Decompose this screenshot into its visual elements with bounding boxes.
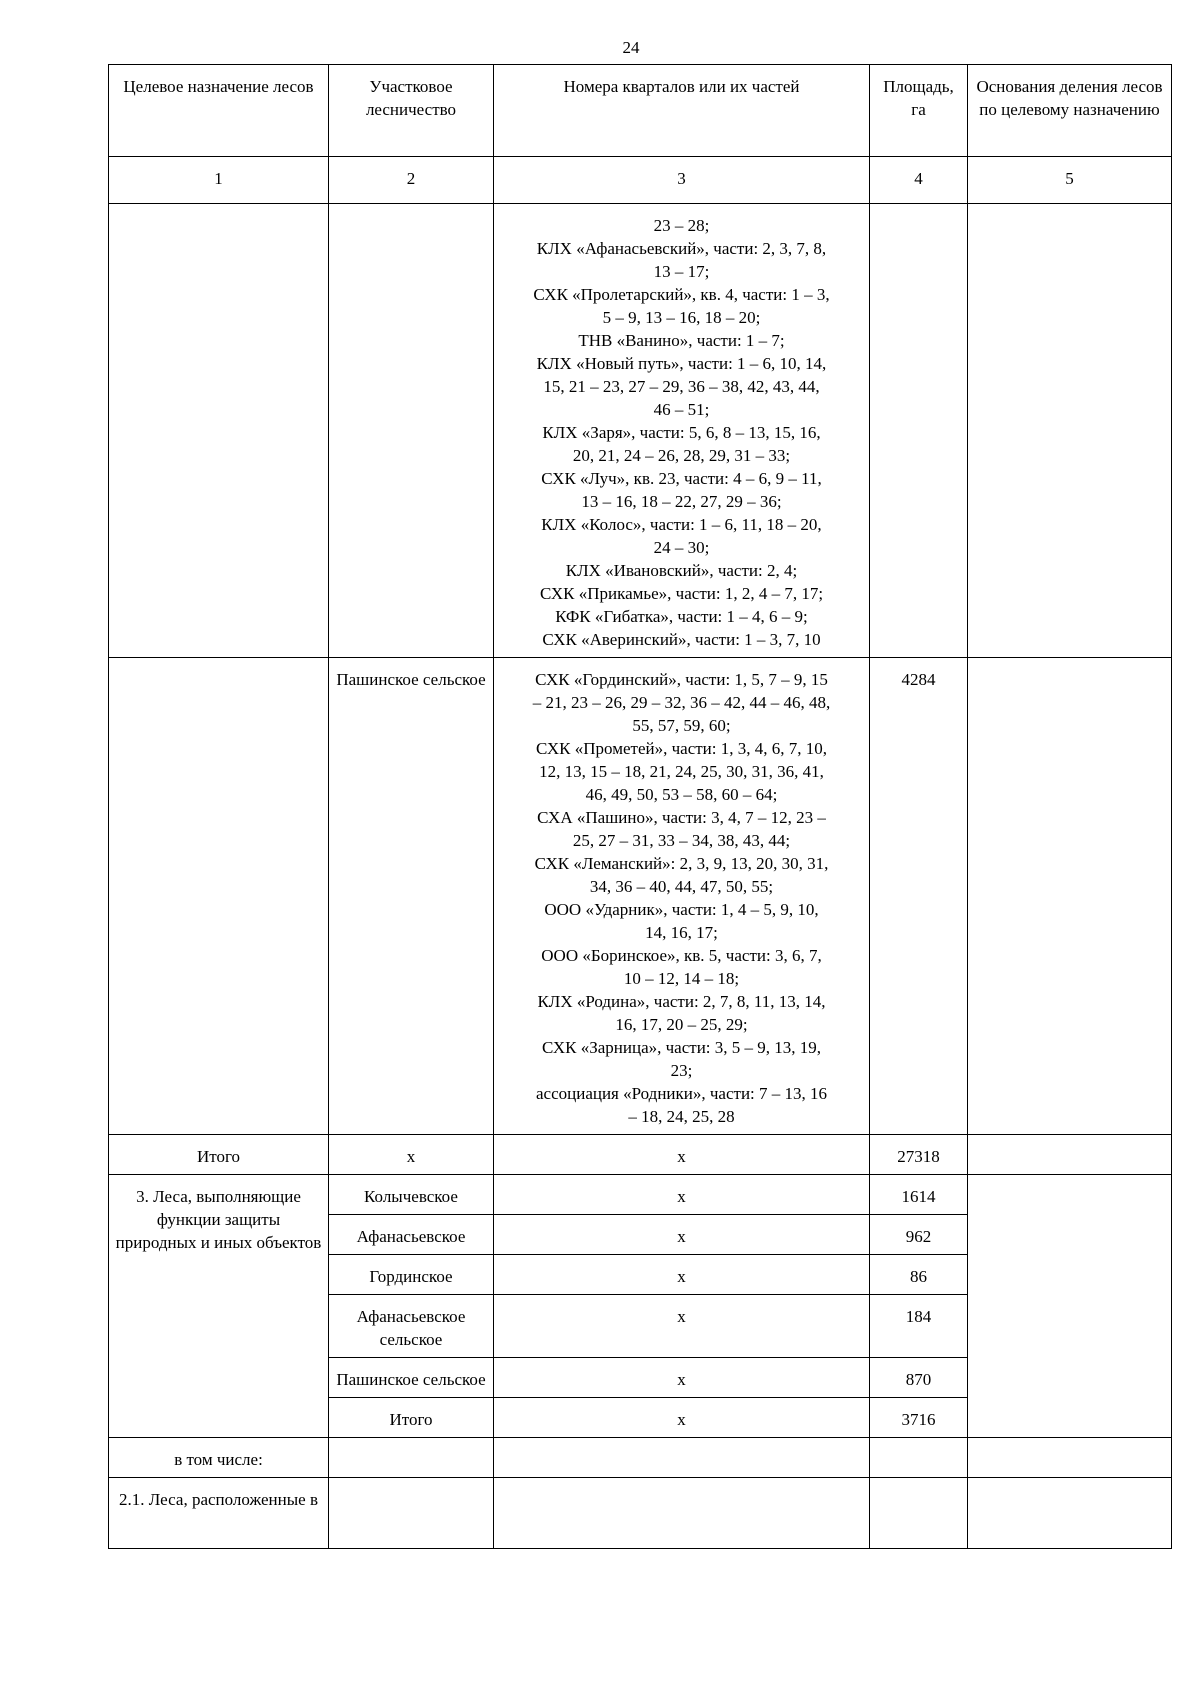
quarters-line: СХК «Гординский», части: 1, 5, 7 – 9, 15 [535, 670, 828, 689]
table-header-row [109, 65, 1172, 157]
subsection-label: 2.1. Леса, расположенные в [109, 1478, 329, 1549]
quarters-cell: х [494, 1215, 870, 1255]
basis-cell [968, 658, 1172, 1135]
column-number-row [109, 157, 1172, 204]
quarters-line: 20, 21, 24 – 26, 28, 29, 31 – 33; [572, 446, 791, 465]
including-row [109, 1438, 1172, 1478]
page-number: 24 [622, 38, 640, 57]
basis-cell [968, 1438, 1172, 1478]
quarters-cell: х [494, 1295, 870, 1358]
quarters-line: КЛХ «Заря», части: 5, 6, 8 – 13, 15, 16, [542, 423, 821, 442]
quarters-line: 14, 16, 17; [645, 923, 718, 942]
forestry-cell: Афанасьевское сельское [329, 1295, 494, 1358]
quarters-line: 16, 17, 20 – 25, 29; [615, 1015, 748, 1034]
quarters-cell: х [494, 1175, 870, 1215]
basis-cell [968, 1478, 1172, 1549]
quarters-line: 24 – 30; [653, 538, 710, 557]
area-cell [870, 1438, 968, 1478]
quarters-cell [494, 1438, 870, 1478]
quarters-line: СХК «Пролетарский», кв. 4, части: 1 – 3, [533, 285, 830, 304]
protective-row [109, 1175, 1172, 1215]
area-cell: 27318 [870, 1135, 968, 1175]
area-cell: 184 [870, 1295, 968, 1358]
total-label: Итого [109, 1135, 329, 1175]
header-basis: Основания деления лесов по целевому назначению [968, 65, 1172, 157]
subsection-row [109, 1478, 1172, 1549]
quarters-line: СХА «Пашино», части: 3, 4, 7 – 12, 23 – [537, 808, 826, 827]
area-cell: 86 [870, 1255, 968, 1295]
quarters-line: 23 – 28; [653, 216, 710, 235]
forestry-cell [329, 204, 494, 658]
quarters-cell: х [494, 1255, 870, 1295]
quarters-line: КЛХ «Колос», части: 1 – 6, 11, 18 – 20, [541, 515, 822, 534]
forestry-cell: Пашинское сельское [329, 658, 494, 1135]
column-number: 4 [870, 157, 968, 204]
quarters-line: 46, 49, 50, 53 – 58, 60 – 64; [585, 785, 778, 804]
quarters-cell [494, 204, 870, 658]
area-cell [870, 1478, 968, 1549]
protective-group-label: 3. Леса, выполняющие функции защиты природных и иных объектов [109, 1175, 329, 1438]
quarters-line: – 21, 23 – 26, 29 – 32, 36 – 42, 44 – 46, 48, [532, 693, 831, 712]
quarters-line: 13 – 16, 18 – 22, 27, 29 – 36; [581, 492, 782, 511]
area-cell: 962 [870, 1215, 968, 1255]
quarters-line: СХК «Леманский»: 2, 3, 9, 13, 20, 30, 31, [534, 854, 829, 873]
forestry-cell: Пашинское сельское [329, 1358, 494, 1398]
header-area: Площадь, га [870, 65, 968, 157]
forestry-cell: Афанасьевское [329, 1215, 494, 1255]
quarters-line: КФК «Гибатка», части: 1 – 4, 6 – 9; [555, 607, 808, 626]
quarters-line: СХК «Прикамье», части: 1, 2, 4 – 7, 17; [539, 584, 824, 603]
area-cell: 4284 [870, 658, 968, 1135]
quarters-line: 25, 27 – 31, 33 – 34, 38, 43, 44; [572, 831, 791, 850]
forestry-cell: Итого [329, 1398, 494, 1438]
quarters-line: 10 – 12, 14 – 18; [623, 969, 740, 988]
quarters-line: 34, 36 – 40, 44, 47, 50, 55; [589, 877, 774, 896]
column-number: 3 [494, 157, 870, 204]
continued-row [109, 204, 1172, 658]
quarters-line: 55, 57, 59, 60; [632, 716, 731, 735]
quarters-cell: х [494, 1135, 870, 1175]
forestry-cell: Колычевское [329, 1175, 494, 1215]
forest-allocation-table [108, 64, 1172, 1549]
quarters-cell: х [494, 1358, 870, 1398]
quarters-line: 13 – 17; [653, 262, 710, 281]
quarters-line: 5 – 9, 13 – 16, 18 – 20; [602, 308, 761, 327]
area-cell: 870 [870, 1358, 968, 1398]
quarters-line: СХК «Луч», кв. 23, части: 4 – 6, 9 – 11, [541, 469, 822, 488]
quarters-line: СХК «Зарница», части: 3, 5 – 9, 13, 19, [541, 1038, 822, 1057]
area-cell: 1614 [870, 1175, 968, 1215]
quarters-line: 12, 13, 15 – 18, 21, 24, 25, 30, 31, 36, 41, [539, 762, 824, 781]
forestry-cell: х [329, 1135, 494, 1175]
quarters-cell [494, 658, 870, 1135]
forestry-cell: Гординское [329, 1255, 494, 1295]
quarters-line: КЛХ «Афанасьевский», части: 2, 3, 7, 8, [536, 239, 827, 258]
header-forestry: Участковое лесничество [329, 65, 494, 157]
column-number: 2 [329, 157, 494, 204]
basis-cell [968, 204, 1172, 658]
quarters-line: СХК «Прометей», части: 1, 3, 4, 6, 7, 10, [536, 739, 827, 758]
area-cell [870, 204, 968, 658]
quarters-line: КЛХ «Ивановский», части: 2, 4; [565, 561, 798, 580]
quarters-line: ассоциация «Родники», части: 7 – 13, 16 [535, 1084, 828, 1103]
quarters-line: – 18, 24, 25, 28 [628, 1107, 735, 1126]
area-cell: 3716 [870, 1398, 968, 1438]
header-purpose: Целевое назначение лесов [109, 65, 329, 157]
quarters-line: КЛХ «Новый путь», части: 1 – 6, 10, 14, [536, 354, 827, 373]
total-row [109, 1135, 1172, 1175]
purpose-cell [109, 204, 329, 658]
forestry-cell [329, 1438, 494, 1478]
pashino-row [109, 658, 1172, 1135]
quarters-line: ООО «Боринское», кв. 5, части: 3, 6, 7, [541, 946, 822, 965]
quarters-line: КЛХ «Родина», части: 2, 7, 8, 11, 13, 14, [537, 992, 826, 1011]
quarters-cell [494, 1478, 870, 1549]
quarters-line: ТНВ «Ванино», части: 1 – 7; [578, 331, 785, 350]
header-quarters: Номера кварталов или их частей [494, 65, 870, 157]
forestry-cell [329, 1478, 494, 1549]
quarters-line: 46 – 51; [653, 400, 710, 419]
quarters-line: ООО «Ударник», части: 1, 4 – 5, 9, 10, [544, 900, 819, 919]
quarters-line: СХК «Аверинский», части: 1 – 3, 7, 10 [542, 630, 821, 649]
basis-cell [968, 1135, 1172, 1175]
quarters-line: 15, 21 – 23, 27 – 29, 36 – 38, 42, 43, 44, [543, 377, 820, 396]
column-number: 5 [968, 157, 1172, 204]
including-label: в том числе: [109, 1438, 329, 1478]
basis-cell [968, 1175, 1172, 1438]
quarters-line: 23; [670, 1061, 693, 1080]
column-number: 1 [109, 157, 329, 204]
quarters-cell: х [494, 1398, 870, 1438]
purpose-cell [109, 658, 329, 1135]
